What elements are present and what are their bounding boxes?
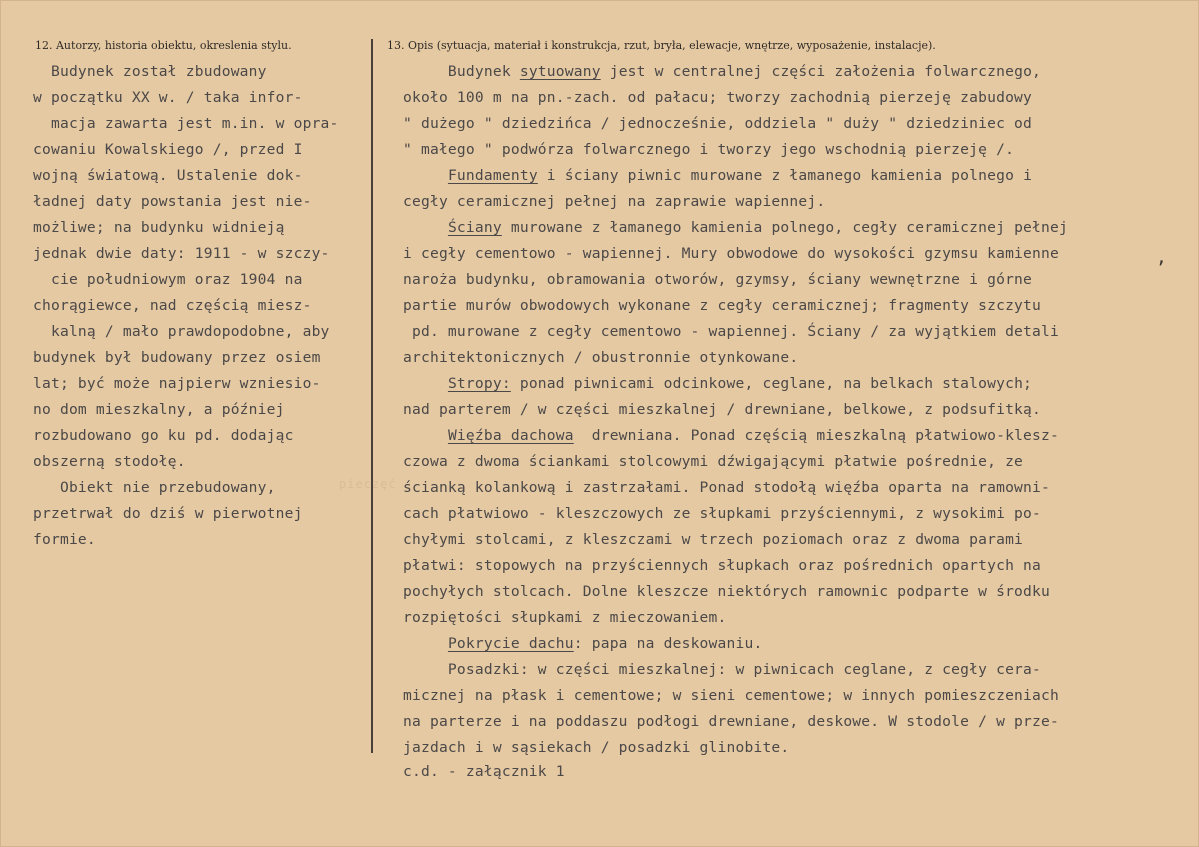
field-12-line: możliwe; na budynku widnieją [33, 219, 285, 236]
line-text: pochyłych stolcach. Dolne kleszcze niektórych ramownic podparte w środku [403, 583, 1051, 600]
line-text [403, 167, 448, 184]
line-text: rozpiętości słupkami z mieczowaniem. [403, 609, 727, 626]
underlined-heading: Fundamenty [447, 167, 538, 184]
field-13-line [403, 137, 1068, 163]
line-text: micznej na płask i cementowe; w sieni cementowe; w innych pomieszczeniach [403, 687, 1059, 704]
field-12-line: no dom mieszkalny, a później [33, 401, 285, 418]
field-13-line [403, 579, 1068, 605]
field-13-line [403, 657, 1068, 683]
field-12-line: ładnej daty powstania jest nie- [33, 193, 312, 210]
line-text: i ściany piwnic murowane z łamanego kamienia polnego i [537, 167, 1033, 184]
line-text: architektonicznych / obustronnie otynkowane. [403, 349, 799, 366]
field-12-line: Budynek został zbudowany [33, 63, 267, 80]
field-12-text [33, 59, 339, 553]
line-text: płatwi: stopowych na przyściennych słupkach oraz pośrednich opartych na [403, 557, 1042, 574]
field-12-line: budynek był budowany przez osiem [33, 349, 321, 366]
line-text: czowa z dwoma ściankami stolcowymi dźwigającymi płatwie pośrednie, ze [403, 453, 1024, 470]
line-text [403, 427, 448, 444]
field-12-line: lat; być może najpierw wzniesio- [33, 375, 321, 392]
field-13-line [403, 631, 1068, 657]
field-13-line [403, 683, 1068, 709]
line-text: ponad piwnicami odcinkowe, ceglane, na belkach stalowych; [510, 375, 1033, 392]
field-13-line [403, 423, 1068, 449]
field-13-line [403, 605, 1068, 631]
margin-mark: , [1156, 247, 1167, 268]
field-13-line [403, 111, 1068, 137]
line-text: cach płatwiowo - kleszczowych ze słupkami przyściennymi, z wysokimi po- [403, 505, 1042, 522]
field-12-line: Obiekt nie przebudowany, [33, 479, 276, 496]
line-text: nad parterem / w części mieszkalnej / drewniane, belkowe, z podsufitką. [403, 401, 1042, 418]
line-text: " małego " podwórza folwarcznego i tworzy jego wschodnią pierzeję /. [403, 141, 1015, 158]
underlined-heading: Stropy: [447, 375, 511, 392]
underlined-heading: Ściany [447, 219, 502, 236]
field-13-line [403, 475, 1068, 501]
faint-stamp-impression: pieczęć [339, 477, 397, 491]
field-12-line: macja zawarta jest m.in. w opra- [33, 115, 339, 132]
field-13-line [403, 163, 1068, 189]
field-12-line: cie południowym oraz 1904 na [33, 271, 303, 288]
field-13-line [403, 371, 1068, 397]
line-text: i cegły cementowo - wapiennej. Mury obwodowe do wysokości gzymsu kamienne [403, 245, 1059, 262]
field-12-line: chorągiewce, nad częścią miesz- [33, 297, 312, 314]
field-13-line [403, 293, 1068, 319]
line-text: na parterze i na poddaszu podłogi drewniane, deskowe. W stodole / w prze- [403, 713, 1059, 730]
line-text: jazdach i w sąsiekach / posadzki glinobite. [403, 739, 790, 756]
field-12-line: wojną światową. Ustalenie dok- [33, 167, 303, 184]
field-13-line [403, 501, 1068, 527]
field-12-line: obszerną stodołę. [33, 453, 186, 470]
line-text: około 100 m na pn.-zach. od pałacu; tworzy zachodnią pierzeję zabudowy [403, 89, 1033, 106]
field-12-line: jednak dwie daty: 1911 - w szczy- [33, 245, 330, 262]
field-12-line: formie. [33, 531, 96, 548]
field-13-line [403, 215, 1068, 241]
line-text: " dużego " dziedzińca / jednocześnie, oddziela " duży " dziedziniec od [403, 115, 1033, 132]
field-12-line: cowaniu Kowalskiego /, przed I [33, 141, 303, 158]
underlined-heading: Pokrycie dachu [447, 635, 574, 652]
line-text [403, 219, 448, 236]
field-12-line: przetrwał do dziś w pierwotnej [33, 505, 303, 522]
field-12-line: w początku XX w. / taka infor- [33, 89, 303, 106]
underlined-heading: sytuowany [519, 63, 601, 80]
line-text: Posadzki: w części mieszkalnej: w piwnicach ceglane, z cegły cera- [403, 661, 1042, 678]
field-12-header: 12. Autorzy, historia obiektu, okreslenia stylu. [35, 39, 292, 52]
field-13-line [403, 345, 1068, 371]
line-text: drewniana. Ponad częścią mieszkalną płatwiowo-klesz- [573, 427, 1060, 444]
field-13-line [403, 241, 1068, 267]
field-13-line [403, 735, 1068, 761]
line-text: ścianką kolankową i zastrzałami. Ponad stodołą więźba oparta na ramowni- [403, 479, 1051, 496]
field-13-line [403, 267, 1068, 293]
underlined-heading: Więźba dachowa [447, 427, 574, 444]
field-13-line [403, 85, 1068, 111]
line-text: naroża budynku, obramowania otworów, gzymsy, ściany wewnętrzne i górne [403, 271, 1033, 288]
continuation-note: c.d. - załącznik 1 [403, 763, 565, 780]
field-13-line [403, 527, 1068, 553]
field-13-line [403, 189, 1068, 215]
line-text: Budynek [403, 63, 520, 80]
field-12-line: kalną / mało prawdopodobne, aby [33, 323, 330, 340]
field-13-header: 13. Opis (sytuacja, materiał i konstrukcja, rzut, bryła, elewacje, wnętrze, wyposażenie, instalacje). [387, 39, 936, 52]
field-12-line: rozbudowano go ku pd. dodając [33, 427, 294, 444]
line-text: : papa na deskowaniu. [573, 635, 763, 652]
field-13-line [403, 397, 1068, 423]
field-13-line [403, 319, 1068, 345]
field-13-line [403, 709, 1068, 735]
line-text [403, 375, 448, 392]
field-13-line [403, 59, 1068, 85]
line-text: jest w centralnej części założenia folwarcznego, [600, 63, 1042, 80]
line-text: chyłymi stolcami, z kleszczami w trzech poziomach oraz z dwoma parami [403, 531, 1024, 548]
line-text: cegły ceramicznej pełnej na zaprawie wapiennej. [403, 193, 826, 210]
field-13-line [403, 553, 1068, 579]
line-text: pd. murowane z cegły cementowo - wapiennej. Ściany / za wyjątkiem detali [403, 323, 1059, 340]
field-13-text [403, 59, 1068, 761]
field-13-line [403, 449, 1068, 475]
line-text [403, 635, 448, 652]
line-text: murowane z łamanego kamienia polnego, cegły ceramicznej pełnej [501, 219, 1068, 236]
column-divider [371, 39, 373, 753]
line-text: partie murów obwodowych wykonane z cegły ceramicznej; fragmenty szczytu [403, 297, 1042, 314]
